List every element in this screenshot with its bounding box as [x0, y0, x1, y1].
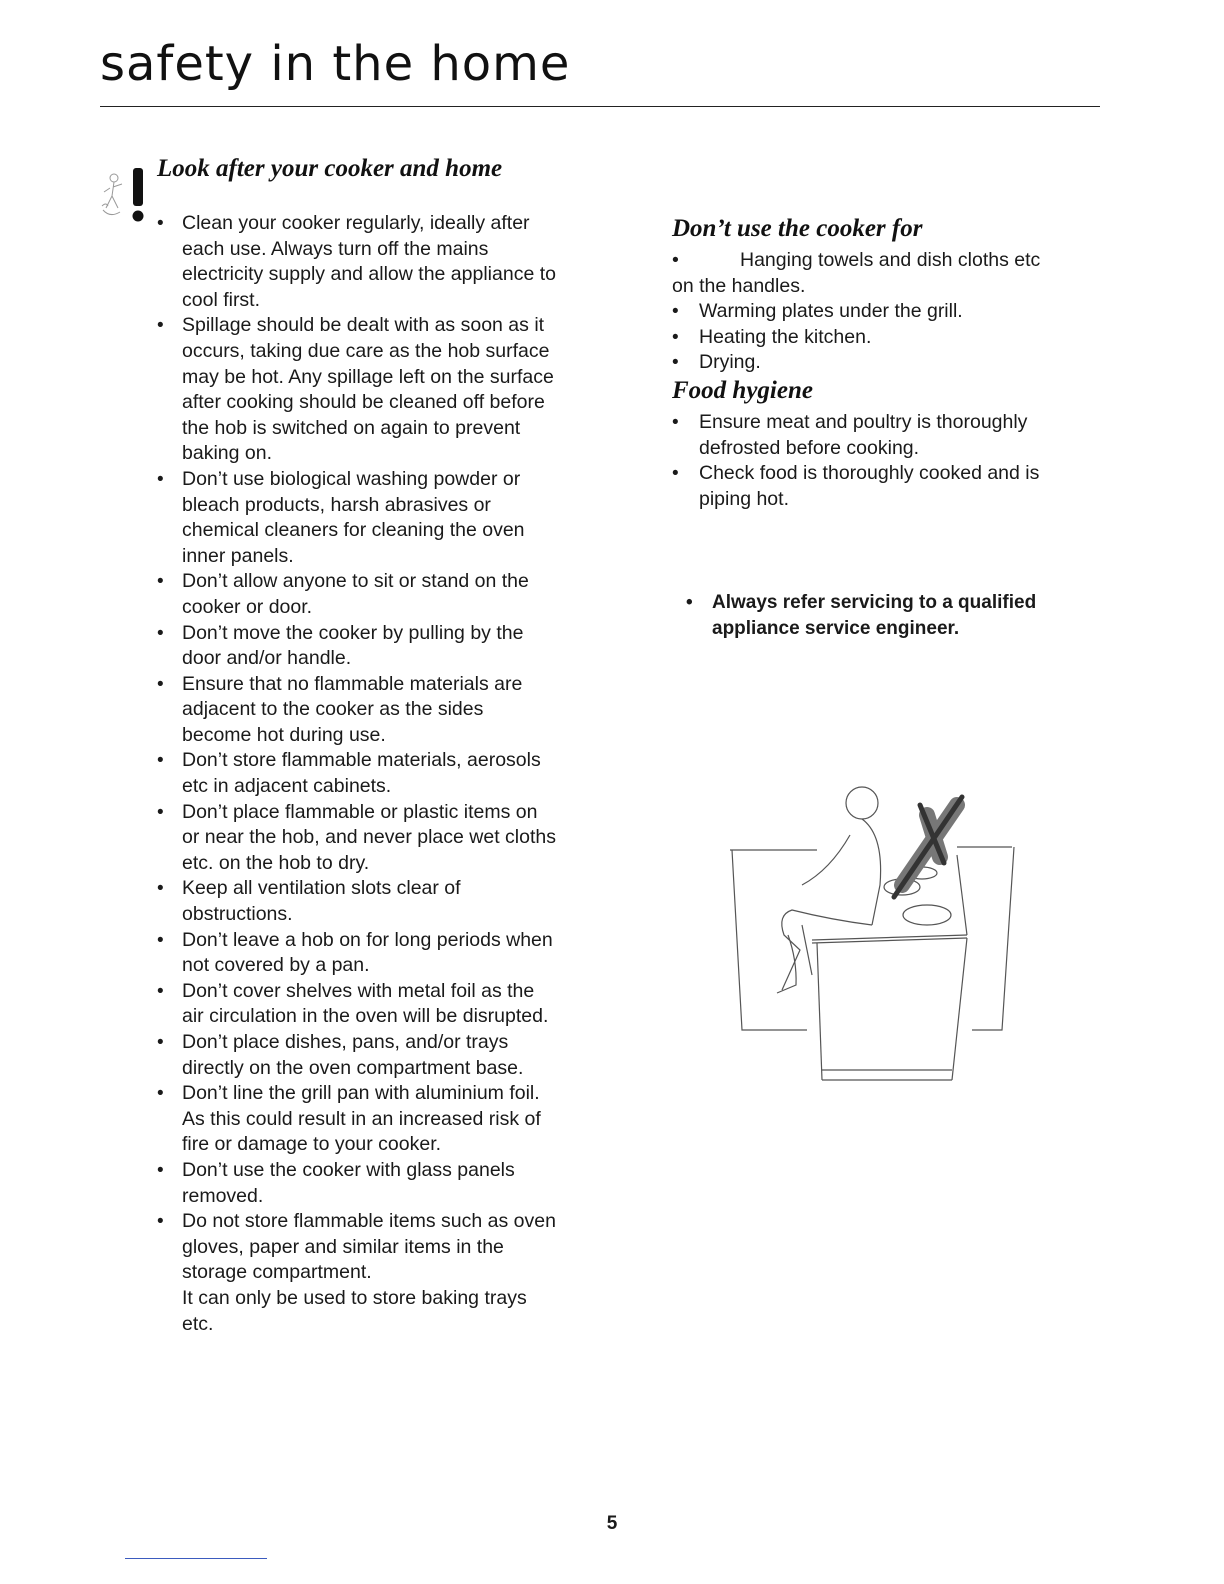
list-item: • Don’t use biological washing powder or bleach products, harsh abrasives or chemical cleaners for cleaning the oven inner panels. [157, 467, 557, 569]
list-item: • Don’t allow anyone to sit or stand on the cooker or door. [157, 569, 557, 620]
service-note [686, 590, 1086, 642]
look-after-list [157, 211, 557, 1337]
dont-use-list [672, 248, 1092, 376]
list-item: • Don’t place dishes, pans, and/or trays directly on the oven compartment base. [157, 1030, 557, 1081]
list-item: • Do not store flammable items such as oven gloves, paper and similar items in the storage compartment. It can only be used to store baking trays etc. [157, 1209, 557, 1337]
list-item: • Check food is thoroughly cooked and is piping hot. [672, 461, 1092, 512]
header-rule [100, 106, 1100, 107]
list-item: • Don’t cover shelves with metal foil as the air circulation in the oven will be disrupted. [157, 979, 557, 1030]
list-item: • Spillage should be dealt with as soon as it occurs, taking due care as the hob surface may be hot. Any spillage left on the surface after cooking should be cleaned off before the hob is switched on again to prevent baking on. [157, 313, 557, 467]
list-item: • Heating the kitchen. [672, 325, 1092, 351]
list-item: • Hanging towels and dish cloths etc on the handles. [672, 249, 1041, 297]
list-item: • Ensure meat and poultry is thoroughly defrosted before cooking. [672, 410, 1092, 461]
food-hygiene-heading: Food hygiene [672, 376, 813, 404]
food-hygiene-list [672, 410, 1092, 512]
list-item: • Clean your cooker regularly, ideally after each use. Always turn off the mains electricity supply and allow the appliance to cool first. [157, 211, 557, 313]
list-item: • Warming plates under the grill. [672, 299, 1092, 325]
page-title: safety in the home [100, 36, 571, 92]
list-item: • Don’t store flammable materials, aerosols etc in adjacent cabinets. [157, 748, 557, 799]
look-after-heading: Look after your cooker and home [157, 155, 503, 182]
list-item: • Don’t line the grill pan with aluminium foil. As this could result in an increased risk of fire or damage to your cooker. [157, 1081, 557, 1158]
footer-link-line [125, 1558, 267, 1559]
person-sitting-on-cooker-crossed-out-illustration [722, 775, 1022, 1095]
list-item: • Drying. [672, 350, 1092, 376]
list-item: • Don’t use the cooker with glass panels removed. [157, 1158, 557, 1209]
right-column [672, 214, 1092, 512]
list-item: • Don’t place flammable or plastic items on or near the hob, and never place wet cloths etc. on the hob to dry. [157, 800, 557, 877]
dont-use-heading: Don’t use the cooker for [672, 215, 923, 242]
list-item: • Ensure that no flammable materials are adjacent to the cooker as the sides become hot during use. [157, 672, 557, 749]
warning-figure-exclamation-icon [100, 162, 152, 226]
page-number: 5 [606, 1513, 618, 1534]
list-item: • Don’t leave a hob on for long periods when not covered by a pan. [157, 928, 557, 979]
service-note-text: • Always refer servicing to a qualified appliance service engineer. [686, 590, 1086, 642]
list-item: • Don’t move the cooker by pulling by the door and/or handle. [157, 621, 557, 672]
list-item: • Keep all ventilation slots clear of obstructions. [157, 876, 557, 927]
